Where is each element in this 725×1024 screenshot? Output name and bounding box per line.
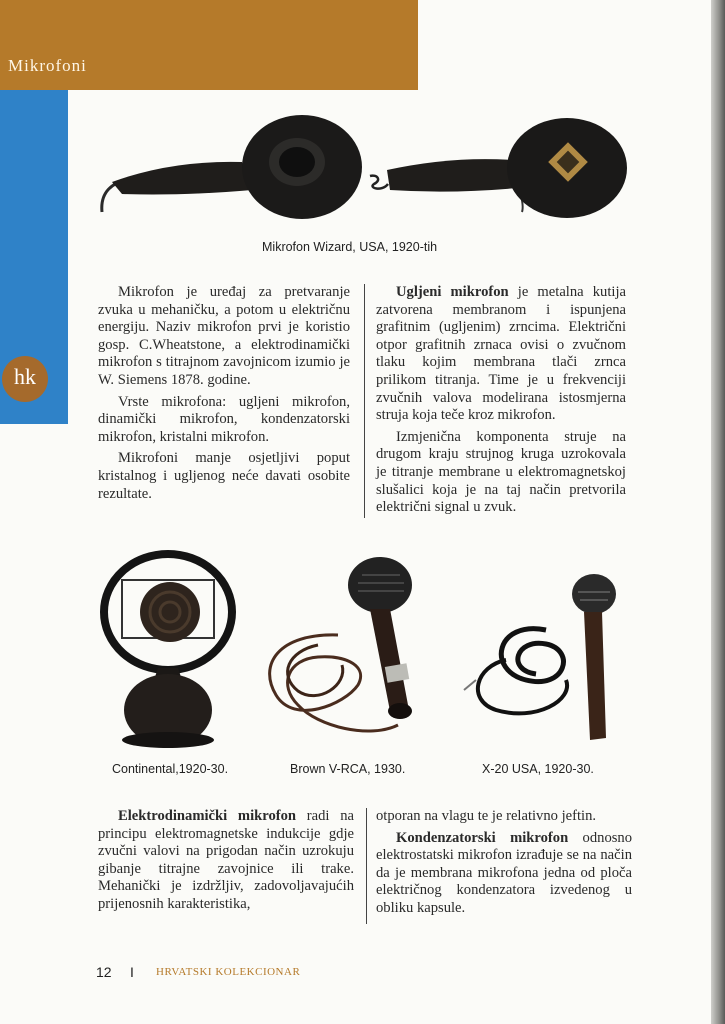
paragraph	[376, 830, 632, 918]
paragraph-text: odnosno elektrostatski mikrofon izrađuje se na način da je membrana mikrofona jedna od ploča električnog kondenzatora izvedenog u obliku kapsule.	[376, 829, 633, 916]
footer-separator: I	[130, 964, 134, 980]
paragraph	[98, 808, 354, 914]
header-bar	[0, 0, 418, 90]
paragraph	[376, 284, 626, 425]
paragraph: Vrste mikrofona: ugljeni mikrofon, dinamički mikrofon, kondenzatorski mikrofon, kristalni mikrofon.	[98, 393, 350, 445]
caption-wizard: Mikrofon Wizard, USA, 1920-tih	[262, 240, 438, 254]
book-spine	[711, 0, 725, 1024]
caption-brown: Brown V-RCA, 1930.	[290, 762, 406, 776]
photo-brown-vrca	[258, 555, 438, 750]
paragraph: Mikrofoni manje osjetljivi poput kristalnog i ugljenog neće davati osobite rezultate.	[98, 450, 350, 502]
paragraph: Izmjenična komponenta struje na drugom kraju strujnog kruga uzrokovala je titranje membrane u elektromagnetskoj slušalici koja je na taj način pretvorila električni signal u zvuk.	[376, 428, 626, 516]
column-divider-bottom	[366, 808, 367, 924]
page-number: 12	[96, 964, 112, 980]
paragraph-text: radi na principu elektromagnetske indukcije gdje zvučni valovi na prigodan način uzrokuju gibanje titrajne zavojnice ili trake. Mehanički je izdržljiv, zadovoljavajućih prijenosnih karakteristika,	[98, 808, 354, 912]
hk-badge: hk	[2, 356, 48, 402]
term-elektrodinamicki: Elektrodinamički mikrofon	[118, 808, 297, 824]
term-ugljeni: Ugljeni mikrofon	[396, 284, 509, 300]
bottom-right-column	[376, 808, 632, 922]
photo-continental	[98, 550, 248, 750]
left-column	[98, 284, 350, 507]
paragraph: otporan na vlagu te je relativno jeftin.	[376, 808, 597, 824]
paragraph-text: je metalna kutija zatvorena membranom i ispunjena grafitnim (ugljenim) zrncima. Električni otpor grafitnih zrnaca ovisi o zvučnom tlaku kojim membrana tlači zrnca prilikom titranja. Time je u frekvenciji zvučnih valova modelirana istosmjerna struja koja teče kroz mikrofon.	[376, 284, 626, 424]
footer-brand: HRVATSKI KOLEKCIONAR	[156, 966, 301, 978]
caption-continental: Continental,1920-30.	[112, 762, 229, 776]
term-kondenzatorski: Kondenzatorski mikrofon	[396, 829, 569, 846]
column-divider	[364, 284, 365, 518]
paragraph: Mikrofon je uređaj za pretvaranje zvuka u mehaničku, a potom u električnu energiju. Naziv mikrofon prvi je koristio gosp. C.Wheatstone, a elektrodinamički mikrofon s titrajnom zavojnicom izumio je W. Siemens 1878. godine.	[98, 284, 350, 388]
caption-x20: X-20 USA, 1920-30.	[482, 762, 594, 776]
bottom-left-column	[98, 808, 354, 918]
photo-wizard-microphones	[92, 112, 642, 222]
photo-x20	[456, 570, 636, 750]
right-column	[376, 284, 626, 521]
section-title: Mikrofoni	[8, 56, 87, 75]
